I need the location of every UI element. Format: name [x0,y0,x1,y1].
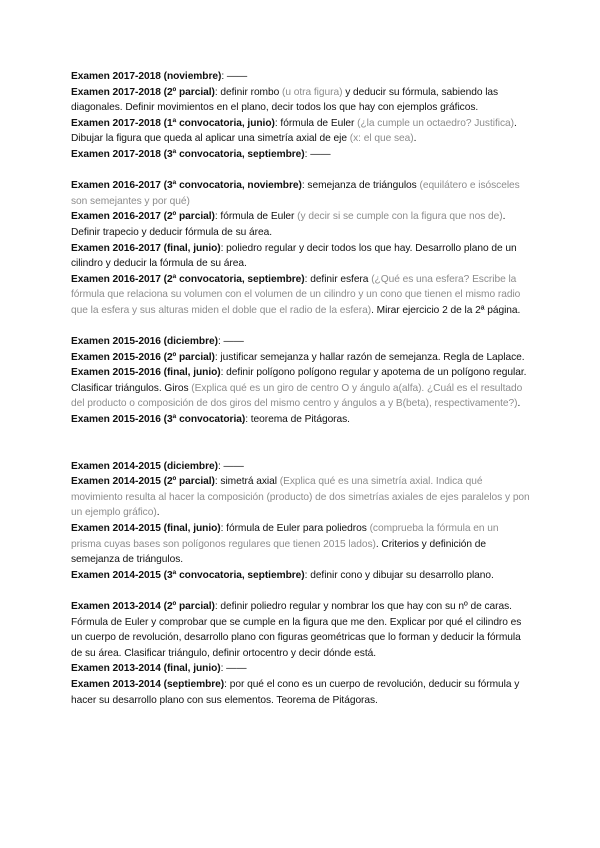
exam-heading: Examen 2013-2014 (final, junio) [71,663,221,675]
exam-heading: Examen 2016-2017 (3ª convocatoria, noviembre) [71,180,302,192]
exam-heading: Examen 2015-2016 (diciembre) [71,336,218,348]
exam-heading: Examen 2014-2015 (3ª convocatoria, septiembre) [71,569,305,581]
entry-note: (¿la cumple un octaedro? Justifica) [357,117,514,129]
entry-note: (Explica qué es una simetría axial. Indica qué movimiento resulta al hacer la composición (producto) de dos simetrías axiales de ejes paralelos y pon un ejemplo gráfico) [71,476,530,519]
entry-note: (comprueba la fórmula en un prisma cuyas bases son polígonos regulares que tienen 2015 lados) [71,523,499,550]
entry-note: (y decir si se cumple con la figura que nos de) [297,211,503,223]
entry-text: : —— [217,460,244,472]
entry-text: : definir poliedro regular y nombrar los que hay con su nº de caras. Fórmula de Euler y comprobar que se cumple en la figura que me den. Explicar por qué el cilindro es un cuerpo de revolución, desarrollo plano con figuras geométricas que lo forman y deducir la fórmula de su área. Clasificar triángulo, definir ortocentro y decir dónde está. [71,601,522,659]
exam-year-block [71,599,531,708]
entry-text: : fórmula de Euler [274,117,358,129]
exam-heading: Examen 2016-2017 (2ª convocatoria, septiembre) [71,273,305,285]
exam-entry [71,241,531,272]
entry-text: . [517,398,521,410]
entry-text: : —— [217,336,244,348]
exam-heading: Examen 2014-2015 (diciembre) [71,460,218,472]
exam-entry [71,350,531,366]
exam-entry [71,677,531,708]
exam-heading: Examen 2013-2014 (septiembre) [71,678,225,690]
exam-entry [71,412,531,428]
exam-heading: Examen 2015-2016 (final, junio) [71,367,221,379]
entry-text: : definir rombo [214,86,283,98]
entry-text: . Dibujar la figura que queda al aplicar una simetría axial de eje [71,117,517,145]
entry-text: : semejanza de triángulos [301,180,420,192]
entry-text: . Criterios y definición de semejanza de triángulos. [71,538,487,566]
entry-text: : fórmula de Euler para poliedros [220,523,370,535]
exam-entry [71,147,531,163]
exam-entry [71,178,531,209]
exam-entry [71,661,531,677]
exam-heading: Examen 2014-2015 (2º parcial) [71,476,215,488]
exam-entry [71,599,531,661]
entry-note: (x: el que sea) [349,133,414,145]
exam-heading: Examen 2016-2017 (2º parcial) [71,211,215,223]
exam-entry [71,209,531,240]
entry-text: : —— [221,71,248,82]
entry-text: : —— [220,663,247,675]
exam-entry [71,474,531,521]
entry-text: : teorema de Pitágoras. [245,414,350,426]
entry-text: : simetrá axial [214,476,280,488]
entry-text: . Mirar ejercicio 2 de la 2ª página. [371,304,521,316]
entry-text: : definir esfera [304,273,372,285]
entry-text: . [413,133,417,145]
entry-text: : definir cono y dibujar su desarrollo plano. [304,569,494,581]
exam-heading: Examen 2015-2016 (3ª convocatoria) [71,414,246,426]
exam-entry [71,116,531,147]
entry-note: (¿Qué es una esfera? Escribe la fórmula que relaciona su volumen con el volumen de un cilindro y un cono que tienen el mismo radio que la esfera y sus alturas miden el doble que el radio de la esfera) [71,273,521,316]
entry-text: : fórmula de Euler [214,211,298,223]
entry-note: (Explica qué es un giro de centro O y ángulo a(alfa). ¿Cuál es el resultado del producto o composición de dos giros del mismo centro y ángulos a y B(beta), respectivamente?) [71,382,523,410]
entry-text: : justificar semejanza y hallar razón de semejanza. Regla de Laplace. [214,351,525,363]
exam-entry [71,568,531,584]
entry-text: : poliedro regular y decir todos los que hay. Desarrollo plano de un cilindro y deducir la fórmula de su área. [71,242,517,270]
entry-text: . [156,507,160,519]
exam-heading: Examen 2017-2018 (3ª convocatoria, septiembre) [71,148,305,160]
entry-text: : por qué el cono es un cuerpo de revolución, deducir su fórmula y hacer su desarrollo plano con sus elementos. Teorema de Pitágoras. [71,678,520,706]
exam-entry [71,365,531,412]
entry-note: (equilátero e isósceles son semejantes y por qué) [71,180,520,207]
exam-heading: Examen 2017-2018 (1ª convocatoria, junio) [71,117,275,129]
exam-heading: Examen 2017-2018 (noviembre) [71,71,222,82]
entry-text: y deducir su fórmula, sabiendo las diagonales. Definir movimientos en el plano, decir todos los que hay con ejemplos gráficos. [71,86,499,114]
document-body [71,69,531,708]
exam-year-block [71,69,531,163]
exam-year-block [71,459,531,584]
entry-note: (u otra figura) [282,86,343,98]
exam-entry [71,85,531,116]
exam-heading: Examen 2013-2014 (2º parcial) [71,601,215,612]
entry-text: : definir polígono polígono regular y apotema de un polígono regular. Clasificar triángulos. Giros [71,367,527,394]
exam-year-block [71,334,531,428]
exam-entry [71,69,531,85]
exam-entry [71,334,531,350]
entry-text: : —— [304,148,331,160]
exam-year-block [71,178,531,318]
exam-heading: Examen 2014-2015 (final, junio) [71,523,221,535]
exam-heading: Examen 2015-2016 (2º parcial) [71,351,215,363]
exam-heading: Examen 2017-2018 (2º parcial) [71,86,215,98]
exam-entry [71,521,531,568]
exam-entry [71,459,531,475]
exam-heading: Examen 2016-2017 (final, junio) [71,242,221,254]
entry-text: . Definir trapecio y deducir fórmula de su área. [71,211,506,238]
exam-entry [71,272,531,319]
